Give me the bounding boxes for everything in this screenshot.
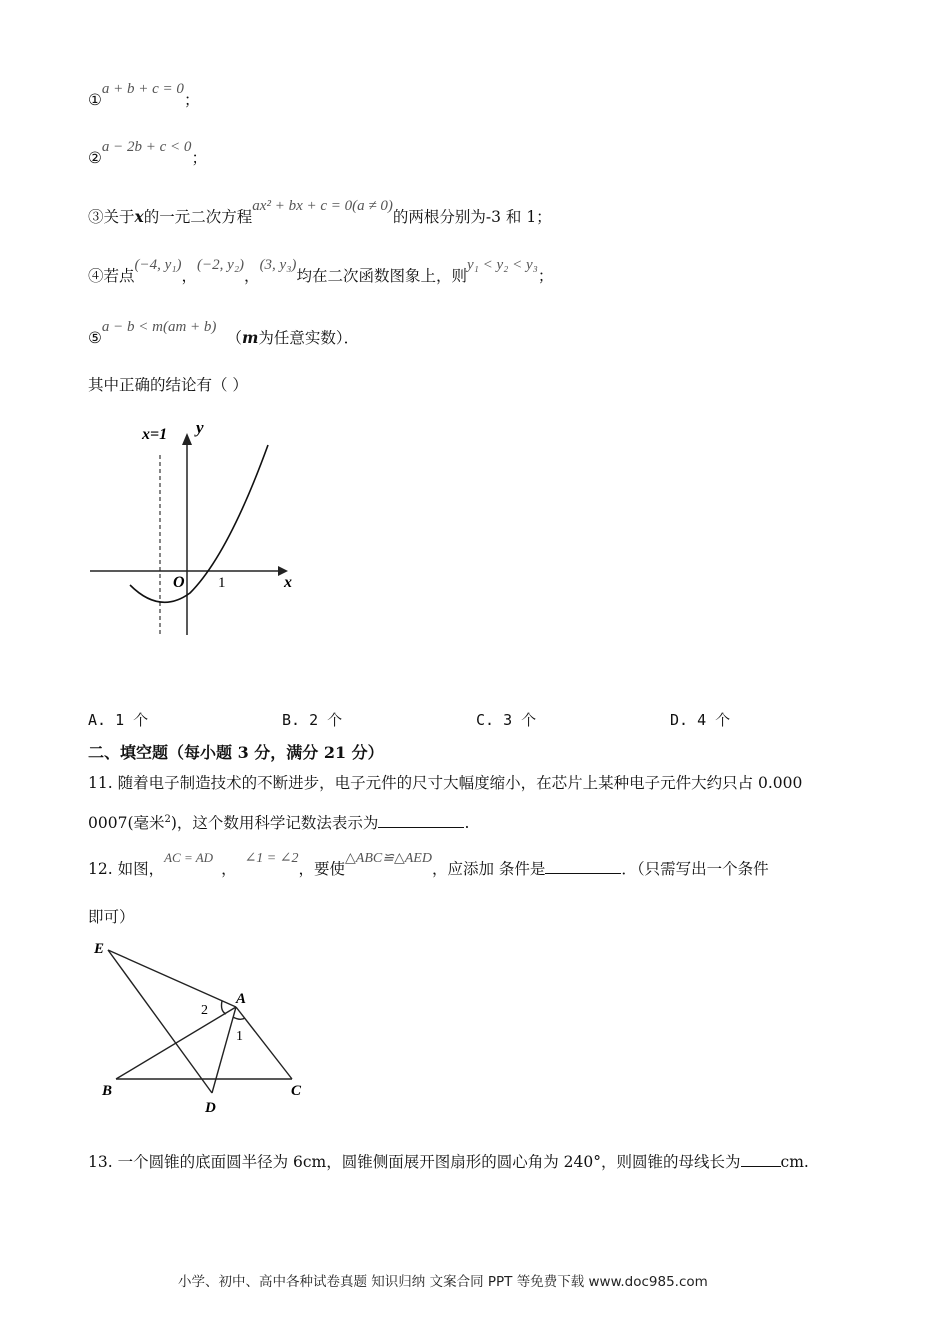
marker-1: ①	[88, 91, 102, 109]
mid-4: 均在二次函数图象上，则	[296, 267, 467, 285]
pre-3: 关于	[103, 208, 135, 226]
point-2: (−2, y₂)	[197, 257, 245, 273]
segment-AB	[116, 1007, 236, 1079]
label-C: C	[291, 1083, 302, 1099]
point-1: (−4, y₁)	[134, 257, 182, 273]
paren-open-5: （	[226, 329, 242, 347]
q12-ac-ad: AC = AD	[164, 850, 214, 865]
segment-ED	[108, 950, 212, 1093]
conclusion-4	[88, 257, 554, 287]
q13-answer-blank[interactable]	[741, 1152, 781, 1167]
triangle-figure	[88, 935, 318, 1120]
label-D: D	[205, 1100, 216, 1116]
tick-label-1: 1	[218, 575, 226, 591]
q13-line	[88, 1152, 809, 1172]
inequality-2: a − 2b + c < 0	[101, 139, 192, 155]
origin-label: O	[173, 574, 185, 591]
conclusion-1	[88, 81, 200, 111]
q12-congruence: △ABC≌△AED	[345, 851, 432, 866]
q13-end: cm.	[780, 1153, 809, 1171]
variable-x: x	[134, 207, 144, 226]
point-3: (3, y₃)	[259, 257, 297, 273]
parabola-curve	[130, 445, 268, 602]
marker-2: ②	[88, 149, 102, 167]
option-b[interactable]: B. 2 个	[282, 711, 343, 729]
page-footer: 小学、初中、高中各种试卷真题 知识归纳 文案合同 PPT 等免费下载 www.doc985.com	[178, 1274, 708, 1290]
mid-3: 的一元二次方程	[143, 208, 253, 226]
option-a[interactable]: A. 1 个	[88, 711, 149, 729]
tail-4: ；	[537, 267, 554, 285]
section-title: 二、填空题（每小题 3 分，满分 21 分）	[88, 743, 384, 762]
label-angle-1: 1	[236, 1029, 243, 1044]
tail-3: 的两根分别为-3 和 1；	[392, 208, 552, 226]
option-c[interactable]: C. 3 个	[476, 711, 537, 729]
label-B: B	[102, 1083, 113, 1099]
marker-5: ⑤	[88, 329, 102, 347]
q12-line1	[88, 850, 769, 881]
sep-4a: ，	[181, 267, 198, 285]
question-prompt: 其中正确的结论有（ ）	[88, 376, 248, 394]
q11-answer-blank[interactable]	[378, 813, 464, 828]
option-d[interactable]: D. 4 个	[670, 711, 731, 729]
q11-line1: 11. 随着电子制造技术的不断进步，电子元件的尺寸大幅度缩小，在芯片上某种电子元件大约只占 0.000	[88, 774, 803, 792]
label-angle-2: 2	[201, 1003, 208, 1018]
q11-post: )，这个数用科学记数法表示为	[170, 814, 379, 833]
y-label: y	[196, 418, 204, 437]
marker-3: ③	[88, 208, 104, 226]
equation-1: a + b + c = 0	[101, 81, 184, 97]
paren-text-5: 为任意实数）	[258, 329, 344, 347]
pre-4: 若点	[103, 267, 135, 285]
conclusion-2	[88, 139, 207, 169]
q12-angles: ∠1 = ∠2	[244, 851, 299, 866]
q12-post: ，应添加 条件是	[431, 860, 546, 878]
y-inequality: y₁ < y₂ < y₃	[466, 257, 538, 273]
marker-4: ④	[88, 267, 104, 285]
conclusion-5	[88, 319, 360, 349]
y-axis-arrow	[182, 433, 192, 445]
q11-pre: 0007(毫米	[88, 814, 165, 833]
q11-line2	[88, 810, 469, 833]
q12-line2: 即可）	[88, 908, 135, 926]
q12-mid: ，要使	[298, 860, 346, 878]
conclusion-3	[88, 198, 552, 228]
parabola-graph	[88, 415, 308, 645]
q12-answer-blank[interactable]	[545, 859, 621, 874]
label-A: A	[236, 991, 247, 1007]
x-label: x	[284, 574, 292, 591]
q12-sep: ，	[221, 860, 237, 878]
tail-2: ；	[191, 149, 207, 167]
sep-4b: ，	[244, 267, 260, 285]
q12-pre: 12. 如图，	[88, 860, 165, 878]
segment-EA	[108, 950, 236, 1007]
inequality-5: a − b < m(am + b)	[101, 319, 217, 335]
quadratic-equation: ax² + bx + c = 0(a ≠ 0)	[252, 198, 393, 214]
tail-1: ；	[183, 91, 200, 109]
axis-line-label: x=1	[142, 426, 168, 443]
q11-end: .	[464, 814, 470, 833]
q12-end: ．（只需写出一个条件	[621, 860, 769, 878]
variable-m: m	[241, 328, 259, 347]
q13-text: 13. 一个圆锥的底面圆半径为 6cm，圆锥侧面展开图扇形的圆心角为 240°，则圆锥的母线长为	[88, 1153, 741, 1171]
label-E: E	[94, 941, 105, 957]
tail-5: ．	[343, 329, 360, 347]
q11-sup: 2	[164, 814, 171, 825]
